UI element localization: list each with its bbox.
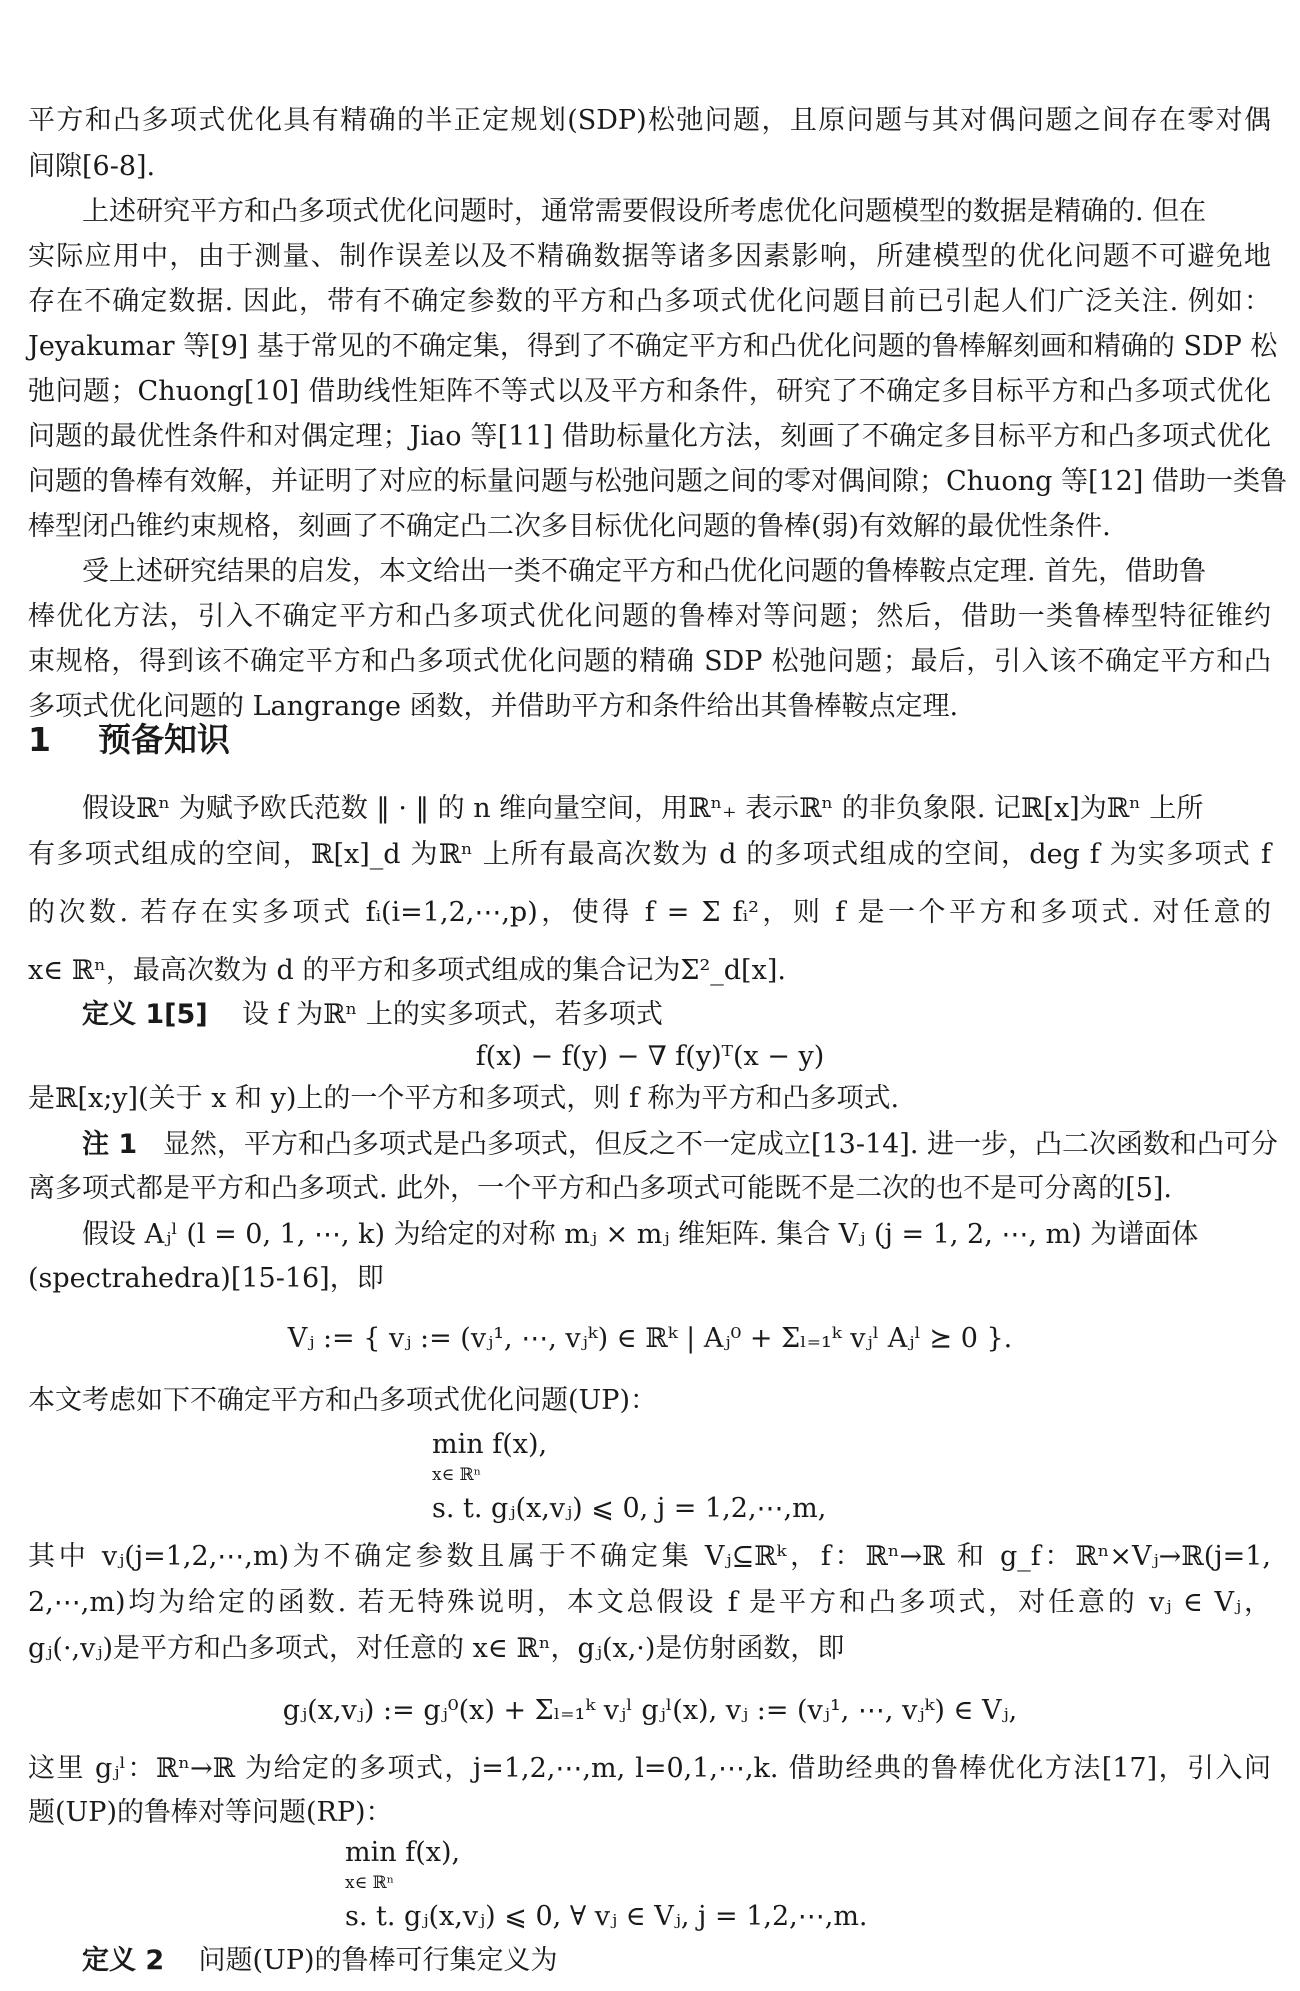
- paragraph-line: Jeyakumar 等[9] 基于常见的不确定集，得到了不确定平方和凸优化问题的鲁棒解刻画和精确的 SDP 松: [28, 331, 1278, 362]
- note-text: 显然，平方和凸多项式是凸多项式，但反之不一定成立[13-14]. 进一步，凸二次函数和凸可分: [162, 1129, 1279, 1160]
- paragraph-line: 离多项式都是平方和凸多项式. 此外，一个平方和凸多项式可能既不是二次的也不是可分离的[5].: [28, 1173, 1172, 1204]
- paragraph-line: 其中 vⱼ(j=1,2,⋯,m)为不确定参数且属于不确定集 Vⱼ⊆ℝᵏ，f：ℝⁿ→ℝ 和 g_f：ℝⁿ×Vⱼ→ℝ(j=1,: [28, 1541, 1271, 1572]
- paragraph-line: 平方和凸多项式优化具有精确的半正定规划(SDP)松弛问题，且原问题与其对偶问题之间存在零对偶: [28, 105, 1271, 136]
- paragraph-line: 这里 gⱼˡ：ℝⁿ→ℝ 为给定的多项式，j=1,2,⋯,m, l=0,1,⋯,k. 借助经典的鲁棒优化方法[17]，引入问: [28, 1753, 1271, 1784]
- note-label: 注 1: [82, 1129, 138, 1160]
- paragraph-line: 多项式优化问题的 Langrange 函数，并借助平方和条件给出其鲁棒鞍点定理.: [28, 691, 959, 722]
- paragraph-line: 问题的鲁棒有效解，并证明了对应的标量问题与松弛问题之间的零对偶间隙；Chuong 等[12] 借助一类鲁: [28, 466, 1287, 497]
- rp-objective-subscript: x∈ ℝⁿ: [345, 1873, 395, 1893]
- rp-constraint: s. t. gⱼ(x,vⱼ) ⩽ 0, ∀ vⱼ ∈ Vⱼ, j = 1,2,⋯,m.: [345, 1901, 868, 1932]
- paragraph-line: 2,⋯,m)均为给定的函数. 若无特殊说明，本文总假设 f 是平方和凸多项式，对任意的 vⱼ ∈ Vⱼ，: [28, 1587, 1271, 1618]
- definition-2: [82, 1944, 558, 1978]
- paragraph-line: 假设ℝⁿ 为赋予欧氏范数 ‖ · ‖ 的 n 维向量空间，用ℝⁿ₊ 表示ℝⁿ 的非负象限. 记ℝ[x]为ℝⁿ 上所: [82, 793, 1204, 824]
- formula-spectrahedron: Vⱼ := { vⱼ := (vⱼ¹, ⋯, vⱼᵏ) ∈ ℝᵏ | Aⱼ⁰ + Σₗ₌₁ᵏ vⱼˡ Aⱼˡ ⪰ 0 }.: [287, 1323, 1013, 1354]
- paragraph-line: 受上述研究结果的启发，本文给出一类不确定平方和凸优化问题的鲁棒鞍点定理. 首先，借助鲁: [82, 556, 1207, 587]
- paragraph-line: 是ℝ[x;y](关于 x 和 y)上的一个平方和多项式，则 f 称为平方和凸多项式.: [28, 1083, 900, 1114]
- section-number: 1: [28, 720, 51, 759]
- definition-text: 问题(UP)的鲁棒可行集定义为: [198, 1945, 558, 1976]
- paragraph-line: 问题的最优性条件和对偶定理；Jiao 等[11] 借助标量化方法，刻画了不确定多目标平方和凸多项式优化: [28, 421, 1271, 452]
- up-objective: min f(x),: [432, 1429, 548, 1460]
- paragraph-line: 实际应用中，由于测量、制作误差以及不精确数据等诸多因素影响，所建模型的优化问题不可避免地: [28, 241, 1271, 272]
- note-1: [82, 1128, 1279, 1162]
- formula-sos-convex: f(x) − f(y) − ∇ f(y)ᵀ(x − y): [475, 1041, 825, 1072]
- definition-1: [82, 998, 663, 1032]
- paragraph-line: (spectrahedra)[15-16]，即: [28, 1263, 384, 1294]
- definition-label: 定义 1[5]: [82, 999, 208, 1030]
- rp-objective: min f(x),: [345, 1837, 461, 1868]
- section-heading: [28, 720, 230, 760]
- definition-label: 定义 2: [82, 1945, 165, 1976]
- up-objective-subscript: x∈ ℝⁿ: [432, 1465, 482, 1485]
- paragraph-line: 有多项式组成的空间，ℝ[x]_d 为ℝⁿ 上所有最高次数为 d 的多项式组成的空间，deg f 为实多项式 f: [28, 839, 1271, 870]
- paragraph-line: 题(UP)的鲁棒对等问题(RP)：: [28, 1797, 393, 1828]
- paragraph-line: 上述研究平方和凸多项式优化问题时，通常需要假设所考虑优化问题模型的数据是精确的. 但在: [82, 196, 1207, 227]
- paragraph-line: 假设 Aⱼˡ (l = 0, 1, ⋯, k) 为给定的对称 mⱼ × mⱼ 维矩阵. 集合 Vⱼ (j = 1, 2, ⋯, m) 为谱面体: [82, 1219, 1199, 1250]
- paragraph-line: 的次数. 若存在实多项式 fᵢ(i=1,2,⋯,p)，使得 f = Σ fᵢ²，则 f 是一个平方和多项式. 对任意的: [28, 897, 1271, 928]
- paragraph-line: 弛问题；Chuong[10] 借助线性矩阵不等式以及平方和条件，研究了不确定多目标平方和凸多项式优化: [28, 376, 1271, 407]
- section-title: 预备知识: [98, 720, 230, 759]
- paragraph-line: 间隙[6-8].: [28, 151, 156, 182]
- paragraph-line: 本文考虑如下不确定平方和凸多项式优化问题(UP)：: [28, 1385, 657, 1416]
- formula-affine-g: gⱼ(x,vⱼ) := gⱼ⁰(x) + Σₗ₌₁ᵏ vⱼˡ gⱼˡ(x), vⱼ := (vⱼ¹, ⋯, vⱼᵏ) ∈ Vⱼ,: [282, 1695, 1018, 1726]
- paragraph-line: 束规格，得到该不确定平方和凸多项式优化问题的精确 SDP 松弛问题；最后，引入该不确定平方和凸: [28, 646, 1271, 677]
- definition-text: 设 f 为ℝⁿ 上的实多项式，若多项式: [242, 999, 663, 1030]
- up-constraint: s. t. gⱼ(x,vⱼ) ⩽ 0, j = 1,2,⋯,m,: [432, 1493, 827, 1524]
- paragraph-line: 棒型闭凸锥约束规格，刻画了不确定凸二次多目标优化问题的鲁棒(弱)有效解的最优性条件.: [28, 511, 1111, 542]
- paragraph-line: 棒优化方法，引入不确定平方和凸多项式优化问题的鲁棒对等问题；然后，借助一类鲁棒型特征锥约: [28, 601, 1271, 632]
- paragraph-line: x∈ ℝⁿ，最高次数为 d 的平方和多项式组成的集合记为Σ²_d[x].: [28, 955, 786, 986]
- paragraph-line: 存在不确定数据. 因此，带有不确定参数的平方和凸多项式优化问题目前已引起人们广泛关注. 例如：: [28, 286, 1271, 317]
- paragraph-line: gⱼ(·,vⱼ)是平方和凸多项式，对任意的 x∈ ℝⁿ，gⱼ(x,·)是仿射函数，即: [28, 1633, 845, 1664]
